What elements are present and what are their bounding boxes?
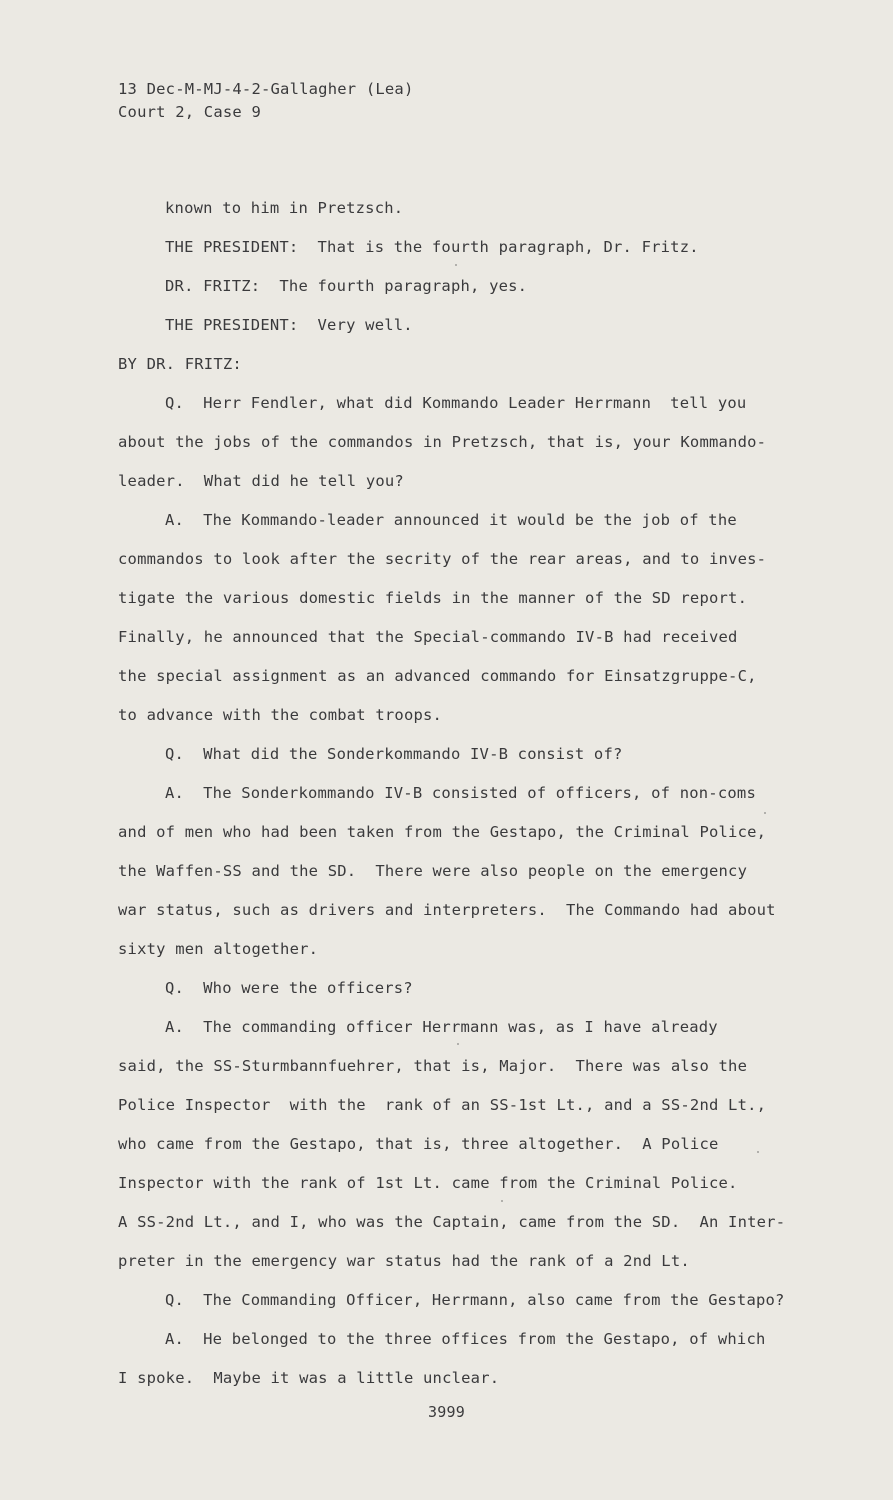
text-line: A. The Kommando-leader announced it would be the job of the [165,511,737,529]
text-line: Finally, he announced that the Special-commando IV-B had received [118,628,738,646]
text-line: A SS-2nd Lt., and I, who was the Captain, came from the SD. An Inter- [118,1213,786,1231]
text-line: Police Inspector with the rank of an SS-1st Lt., and a SS-2nd Lt., [118,1096,767,1114]
text-line: war status, such as drivers and interpreters. The Commando had about [118,901,776,919]
text-line: and of men who had been taken from the Gestapo, the Criminal Police, [118,823,767,841]
text-line: Q. Who were the officers? [165,979,413,997]
text-line: Q. Herr Fendler, what did Kommando Leader Herrmann tell you [165,394,747,412]
text-line: the special assignment as an advanced commando for Einsatzgruppe-C, [118,667,757,685]
text-line: Q. The Commanding Officer, Herrmann, also came from the Gestapo? [165,1291,785,1309]
text-line: A. The Sonderkommando IV-B consisted of officers, of non-coms [165,784,756,802]
text-line: Inspector with the rank of 1st Lt. came from the Criminal Police. [118,1174,738,1192]
text-line: sixty men altogether. [118,940,319,958]
header-line-2: Court 2, Case 9 [118,103,261,121]
scan-speck [757,1151,759,1153]
text-line: leader. What did he tell you? [118,472,404,490]
text-line: about the jobs of the commandos in Pretzsch, that is, your Kommando- [118,433,767,451]
text-line: known to him in Pretzsch. [165,199,404,217]
scan-speck [764,812,766,814]
text-line: THE PRESIDENT: That is the fourth paragraph, Dr. Fritz. [165,238,699,256]
text-line: A. He belonged to the three offices from the Gestapo, of which [165,1330,766,1348]
text-line: Q. What did the Sonderkommando IV-B consist of? [165,745,623,763]
text-line: THE PRESIDENT: Very well. [165,316,413,334]
text-line: commandos to look after the secrity of the rear areas, and to inves- [118,550,767,568]
scan-speck [455,264,457,266]
text-line: the Waffen-SS and the SD. There were also people on the emergency [118,862,748,880]
text-line: A. The commanding officer Herrmann was, as I have already [165,1018,718,1036]
scan-speck [457,1043,459,1045]
text-line: DR. FRITZ: The fourth paragraph, yes. [165,277,528,295]
scan-speck [501,1200,503,1202]
text-line: tigate the various domestic fields in the manner of the SD report. [118,589,748,607]
text-line: said, the SS-Sturmbannfuehrer, that is, Major. There was also the [118,1057,748,1075]
page-number: 3999 [428,1403,465,1421]
text-line: I spoke. Maybe it was a little unclear. [118,1369,500,1387]
text-line: preter in the emergency war status had the rank of a 2nd Lt. [118,1252,690,1270]
text-line: who came from the Gestapo, that is, three altogether. A Police [118,1135,719,1153]
text-line: BY DR. FRITZ: [118,355,242,373]
text-line: to advance with the combat troops. [118,706,443,724]
header-line-1: 13 Dec-M-MJ-4-2-Gallagher (Lea) [118,80,414,98]
